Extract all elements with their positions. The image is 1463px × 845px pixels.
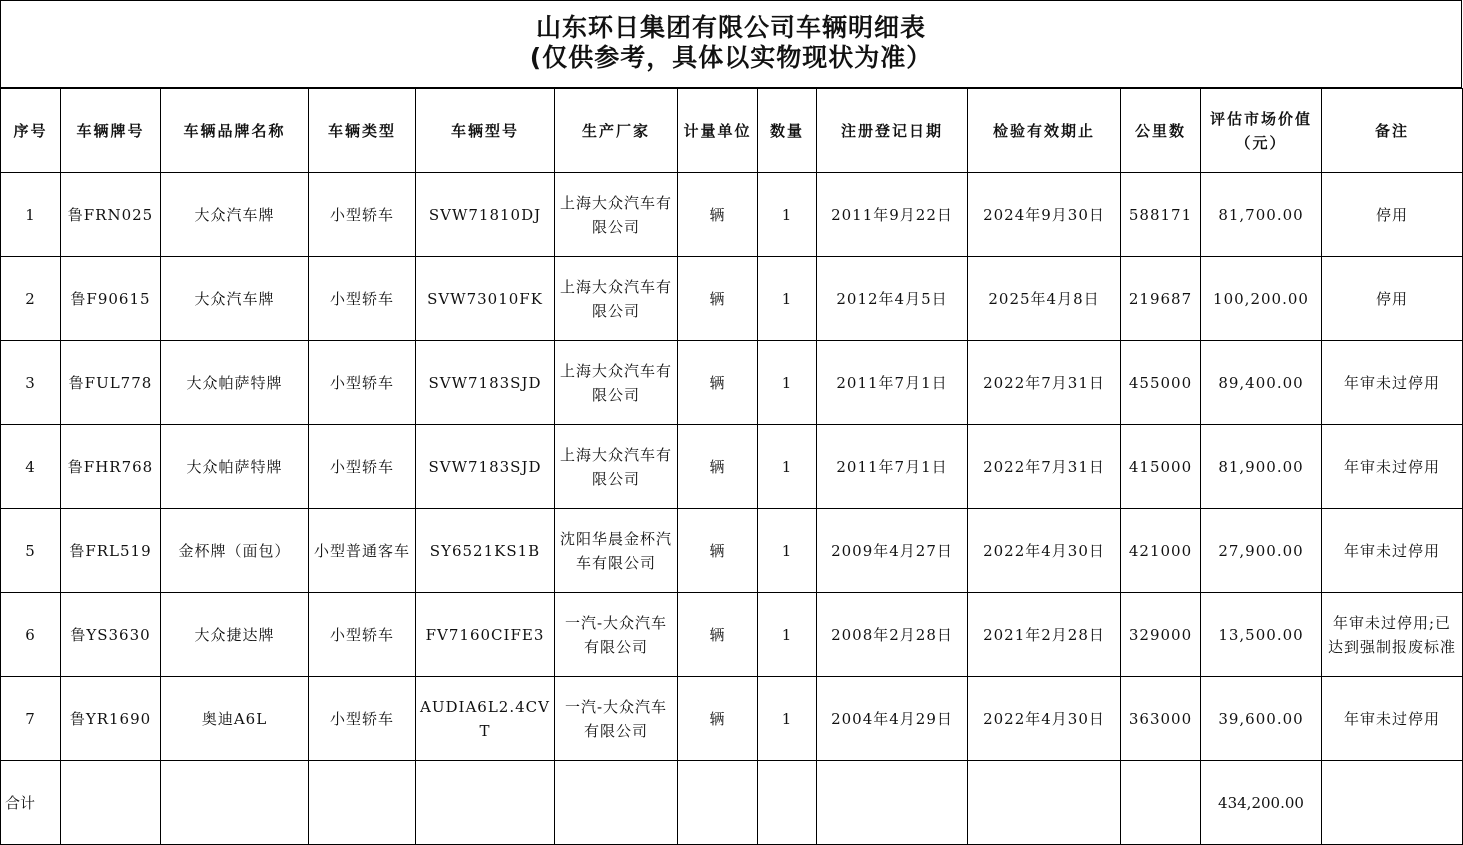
value-cell: 81,900.00 — [1201, 425, 1322, 509]
unit-cell: 辆 — [678, 593, 758, 677]
header-cell: 注册登记日期 — [817, 89, 968, 173]
mileage-cell: 329000 — [1121, 593, 1201, 677]
inspection-date-cell: 2021年2月28日 — [968, 593, 1121, 677]
total-row — [1, 761, 1463, 845]
total-value: 434,200.00 — [1201, 761, 1322, 845]
inspection-date-cell: 2025年4月8日 — [968, 257, 1121, 341]
registration-date-cell: 2008年2月28日 — [817, 593, 968, 677]
header-cell: 评估市场价值（元） — [1201, 89, 1322, 173]
unit-cell: 辆 — [678, 677, 758, 761]
maker-cell: 上海大众汽车有限公司 — [555, 341, 678, 425]
table-row — [1, 677, 1463, 761]
header-cell: 检验有效期止 — [968, 89, 1121, 173]
registration-date-cell: 2011年7月1日 — [817, 341, 968, 425]
inspection-date-cell: 2022年7月31日 — [968, 341, 1121, 425]
empty-cell — [817, 761, 968, 845]
page-title: 山东环日集团有限公司车辆明细表 — [535, 13, 926, 42]
value-cell: 13,500.00 — [1201, 593, 1322, 677]
header-cell: 计量单位 — [678, 89, 758, 173]
empty-cell — [968, 761, 1121, 845]
mileage-cell: 415000 — [1121, 425, 1201, 509]
header-cell: 车辆牌号 — [61, 89, 161, 173]
registration-date-cell: 2009年4月27日 — [817, 509, 968, 593]
mileage-cell: 588171 — [1121, 173, 1201, 257]
registration-date-cell: 2004年4月29日 — [817, 677, 968, 761]
model-cell: SVW71810DJ — [416, 173, 555, 257]
model-cell: SY6521KS1B — [416, 509, 555, 593]
maker-cell: 沈阳华晨金杯汽车有限公司 — [555, 509, 678, 593]
mileage-cell: 421000 — [1121, 509, 1201, 593]
table-row — [1, 173, 1463, 257]
value-cell: 27,900.00 — [1201, 509, 1322, 593]
value-cell: 89,400.00 — [1201, 341, 1322, 425]
vehicle-type-cell: 小型轿车 — [309, 425, 416, 509]
empty-cell — [61, 761, 161, 845]
vehicle-type-cell: 小型轿车 — [309, 173, 416, 257]
quantity-cell: 1 — [758, 677, 817, 761]
brand-cell: 奥迪A6L — [161, 677, 309, 761]
unit-cell: 辆 — [678, 341, 758, 425]
quantity-cell: 1 — [758, 257, 817, 341]
note-cell: 停用 — [1322, 257, 1463, 341]
maker-cell: 一汽-大众汽车有限公司 — [555, 593, 678, 677]
header-cell: 车辆型号 — [416, 89, 555, 173]
model-cell: SVW7183SJD — [416, 341, 555, 425]
registration-date-cell: 2011年7月1日 — [817, 425, 968, 509]
empty-cell — [758, 761, 817, 845]
row-number: 2 — [1, 257, 61, 341]
empty-cell — [1322, 761, 1463, 845]
row-number: 7 — [1, 677, 61, 761]
table-row — [1, 341, 1463, 425]
brand-cell: 大众捷达牌 — [161, 593, 309, 677]
quantity-cell: 1 — [758, 173, 817, 257]
maker-cell: 一汽-大众汽车有限公司 — [555, 677, 678, 761]
unit-cell: 辆 — [678, 173, 758, 257]
mileage-cell: 455000 — [1121, 341, 1201, 425]
table-row — [1, 509, 1463, 593]
empty-cell — [555, 761, 678, 845]
brand-cell: 大众帕萨特牌 — [161, 425, 309, 509]
header-cell: 车辆类型 — [309, 89, 416, 173]
header-cell: 数量 — [758, 89, 817, 173]
maker-cell: 上海大众汽车有限公司 — [555, 173, 678, 257]
row-number: 6 — [1, 593, 61, 677]
plate-cell: 鲁YR1690 — [61, 677, 161, 761]
model-cell: SVW73010FK — [416, 257, 555, 341]
header-cell: 车辆品牌名称 — [161, 89, 309, 173]
vehicle-type-cell: 小型轿车 — [309, 341, 416, 425]
row-number: 4 — [1, 425, 61, 509]
plate-cell: 鲁F90615 — [61, 257, 161, 341]
note-cell: 年审未过停用 — [1322, 509, 1463, 593]
maker-cell: 上海大众汽车有限公司 — [555, 257, 678, 341]
brand-cell: 大众汽车牌 — [161, 257, 309, 341]
unit-cell: 辆 — [678, 425, 758, 509]
brand-cell: 大众帕萨特牌 — [161, 341, 309, 425]
inspection-date-cell: 2022年7月31日 — [968, 425, 1121, 509]
value-cell: 81,700.00 — [1201, 173, 1322, 257]
inspection-date-cell: 2022年4月30日 — [968, 677, 1121, 761]
plate-cell: 鲁YS3630 — [61, 593, 161, 677]
note-cell: 年审未过停用 — [1322, 425, 1463, 509]
vehicle-type-cell: 小型轿车 — [309, 677, 416, 761]
vehicle-type-cell: 小型轿车 — [309, 257, 416, 341]
note-cell: 年审未过停用 — [1322, 677, 1463, 761]
page-subtitle: (仅供参考，具体以实物现状为准） — [529, 43, 933, 72]
note-cell: 停用 — [1322, 173, 1463, 257]
vehicle-table — [0, 88, 1463, 845]
maker-cell: 上海大众汽车有限公司 — [555, 425, 678, 509]
title-box — [0, 0, 1462, 88]
unit-cell: 辆 — [678, 257, 758, 341]
vehicle-type-cell: 小型轿车 — [309, 593, 416, 677]
unit-cell: 辆 — [678, 509, 758, 593]
registration-date-cell: 2012年4月5日 — [817, 257, 968, 341]
header-cell: 序号 — [1, 89, 61, 173]
empty-cell — [161, 761, 309, 845]
note-cell: 年审未过停用 — [1322, 341, 1463, 425]
total-label: 合计 — [1, 761, 61, 845]
brand-cell: 金杯牌（面包） — [161, 509, 309, 593]
empty-cell — [1121, 761, 1201, 845]
mileage-cell: 363000 — [1121, 677, 1201, 761]
mileage-cell: 219687 — [1121, 257, 1201, 341]
plate-cell: 鲁FHR768 — [61, 425, 161, 509]
row-number: 5 — [1, 509, 61, 593]
quantity-cell: 1 — [758, 341, 817, 425]
quantity-cell: 1 — [758, 425, 817, 509]
header-row — [1, 89, 1463, 173]
row-number: 3 — [1, 341, 61, 425]
table-row — [1, 257, 1463, 341]
note-cell: 年审未过停用;已达到强制报废标准 — [1322, 593, 1463, 677]
header-cell: 备注 — [1322, 89, 1463, 173]
plate-cell: 鲁FUL778 — [61, 341, 161, 425]
brand-cell: 大众汽车牌 — [161, 173, 309, 257]
value-cell: 100,200.00 — [1201, 257, 1322, 341]
inspection-date-cell: 2022年4月30日 — [968, 509, 1121, 593]
plate-cell: 鲁FRN025 — [61, 173, 161, 257]
plate-cell: 鲁FRL519 — [61, 509, 161, 593]
quantity-cell: 1 — [758, 509, 817, 593]
empty-cell — [678, 761, 758, 845]
table-row — [1, 425, 1463, 509]
header-cell: 公里数 — [1121, 89, 1201, 173]
table-row — [1, 593, 1463, 677]
model-cell: AUDIA6L2.4CVT — [416, 677, 555, 761]
model-cell: SVW7183SJD — [416, 425, 555, 509]
empty-cell — [309, 761, 416, 845]
empty-cell — [416, 761, 555, 845]
header-cell: 生产厂家 — [555, 89, 678, 173]
value-cell: 39,600.00 — [1201, 677, 1322, 761]
model-cell: FV7160CIFE3 — [416, 593, 555, 677]
registration-date-cell: 2011年9月22日 — [817, 173, 968, 257]
row-number: 1 — [1, 173, 61, 257]
quantity-cell: 1 — [758, 593, 817, 677]
vehicle-type-cell: 小型普通客车 — [309, 509, 416, 593]
inspection-date-cell: 2024年9月30日 — [968, 173, 1121, 257]
